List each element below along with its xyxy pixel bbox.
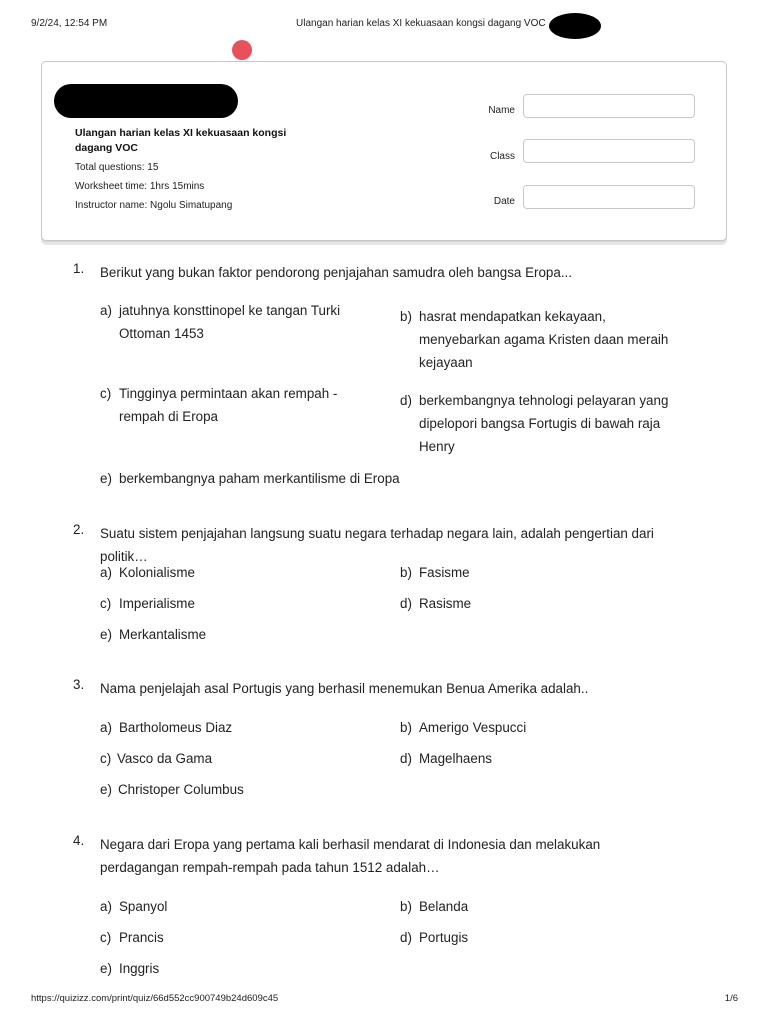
question-text: Suatu sistem penjajahan langsung suatu negara terhadap negara lain, adalah pengertian dari politik…: [100, 526, 654, 564]
redaction-mark: [54, 84, 238, 118]
name-field[interactable]: [523, 94, 695, 118]
date-label: Date: [493, 196, 515, 207]
question-text: Berikut yang bukan faktor pendorong penjajahan samudra oleh bangsa Eropa...: [100, 265, 572, 280]
question-text: Negara dari Eropa yang pertama kali berhasil mendarat di Indonesia dan melakukan perdagangan rempah-rempah pada tahun 1512 adalah…: [100, 837, 601, 875]
class-field[interactable]: [523, 139, 695, 163]
total-questions: Total questions: 15: [75, 162, 159, 173]
print-title: Ulangan harian kelas XI kekuasaan kongsi dagang VOC: [296, 18, 546, 29]
red-dot-marker: [232, 40, 252, 60]
redaction-mark: [549, 13, 601, 39]
worksheet-header-card: [41, 61, 727, 241]
question-number: 1.: [73, 261, 85, 276]
class-label: Class: [489, 151, 515, 162]
question-number: 3.: [73, 677, 85, 692]
print-header: [0, 18, 768, 34]
page-url[interactable]: https://quizizz.com/print/quiz/66d552cc900749b24d609c45: [31, 993, 279, 1004]
question-text: Nama penjelajah asal Portugis yang berhasil menemukan Benua Amerika adalah..: [100, 681, 589, 696]
page-number: 1/6: [724, 993, 738, 1004]
question-number: 4.: [73, 833, 85, 848]
name-label: Name: [488, 105, 515, 116]
question-number: 2.: [73, 522, 85, 537]
print-datetime: 9/2/24, 12:54 PM: [31, 18, 108, 29]
date-field[interactable]: [523, 185, 695, 209]
worksheet-time: Worksheet time: 1hrs 15mins: [75, 181, 205, 192]
instructor-name: Instructor name: Ngolu Simatupang: [75, 200, 233, 211]
worksheet-title: Ulangan harian kelas XI kekuasaan kongsi dagang VOC: [75, 127, 287, 154]
